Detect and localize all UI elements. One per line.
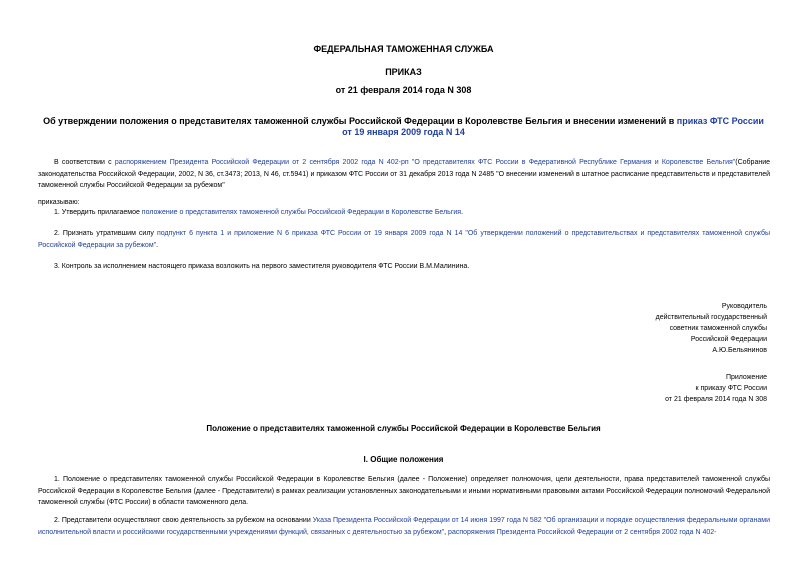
regulation-title: Положение о представителях таможенной службы Российской Федерации в Королевстве Бельгия — [206, 424, 601, 433]
signature-line: советник таможенной службы — [669, 325, 767, 332]
reg-2-link-2[interactable]: распоряжения Президента Российской Федерации от 2 сентября 2002 года N 402- — [448, 528, 717, 536]
item-3-paragraph: 3. Контроль за исполнением настоящего приказа возложить на первого заместителя руководителя ФТС России В.М.Малинина. — [54, 263, 470, 270]
item-2-link[interactable]: подпункт 6 пункта 1 и приложение N 6 приказа ФТС России от 19 января 2009 года N 14 "Об утверждении положений о представительствах и представителях таможенной службы Российской Федерации за рубежом" — [38, 230, 770, 249]
reg-2-text-a: 2. Представители осуществляют свою деятельность за рубежом на основании — [54, 517, 313, 524]
appendix-line: Приложение — [725, 374, 767, 381]
doc-type-heading: ПРИКАЗ — [385, 67, 422, 77]
item-1-text: 1. Утвердить прилагаемое — [54, 209, 142, 216]
item-1-end: . — [461, 209, 464, 216]
signature-block — [656, 301, 767, 356]
item-1-link[interactable]: положение о представителях таможенной службы Российской Федерации в Королевстве Бельгия — [141, 209, 462, 216]
org-heading: ФЕДЕРАЛЬНАЯ ТАМОЖЕННАЯ СЛУЖБА — [313, 44, 494, 54]
signature-line: Руководитель — [721, 303, 767, 310]
doc-title — [40, 116, 767, 138]
appendix-line: от 21 февраля 2014 года N 308 — [665, 396, 767, 403]
section-heading: I. Общие положения — [363, 455, 444, 464]
preamble-text-a: В соответствии с — [54, 159, 115, 166]
regulation-paragraph-1: 1. Положение о представителях таможенной службы Российской Федерации в Королевстве Бельгия (далее - Положение) определяет полномочия, цели деятельности, права представителей таможенной службы Российской Федерации в Королевстве Бельгия (далее - Представители) в рамках реализации установленных законодательными и иными нормативными правовыми актами Российской Федерации полномочий Федеральной таможенной службы (ФТС России) в области таможенного дела. — [38, 476, 770, 506]
signature-line: Российской Федерации — [690, 336, 767, 343]
item-2-paragraph — [38, 228, 770, 251]
preamble-link[interactable]: распоряжением Президента Российской Федерации от 2 сентября 2002 года N 402-рп "О представителях ФТС России в Федеративной Республике Германия и Королевстве Бельгия" — [114, 159, 736, 166]
appendix-block — [665, 372, 767, 405]
item-2-end: . — [156, 241, 159, 249]
reg-2-link-1[interactable]: Указа Президента Российской Федерации от 14 июня 1997 года N 582 "Об организации и порядке осуществления федеральными органами исполнительной власти и российскими государственными учреждениями функций, связанных с деятельностью за рубежом" — [38, 517, 770, 536]
item-1-paragraph — [38, 207, 770, 219]
signature-line: действительный государственный — [655, 314, 767, 321]
reg-2-text-b: , — [444, 528, 449, 536]
regulation-paragraph-2 — [38, 515, 770, 538]
doc-title-text: Об утверждении положения о представителях таможенной службы Российской Федерации в Королевстве Бельгия и внесении изменений в — [43, 116, 677, 126]
doc-title-link[interactable]: приказ ФТС России от 19 января 2009 года N 14 — [342, 116, 764, 137]
order-word: приказываю: — [38, 199, 80, 206]
signature-name: А.Ю.Бельянинов — [712, 347, 767, 354]
appendix-line: к приказу ФТС России — [695, 385, 767, 392]
preamble-text-b: (Собрание законодательства Российской Федерации, 2002, N 36, ст.3473; 2013, N 46, ст.5941) и приказом ФТС России от 31 декабря 2013 года N 2485 "О внесении изменений в штатное расписание представительств и представителей таможенной службы Российской Федерации за рубежом" — [38, 159, 771, 189]
item-2-text: 2. Признать утратившим силу — [54, 230, 157, 237]
preamble-paragraph — [38, 157, 770, 192]
doc-date-number: от 21 февраля 2014 года N 308 — [335, 85, 472, 95]
